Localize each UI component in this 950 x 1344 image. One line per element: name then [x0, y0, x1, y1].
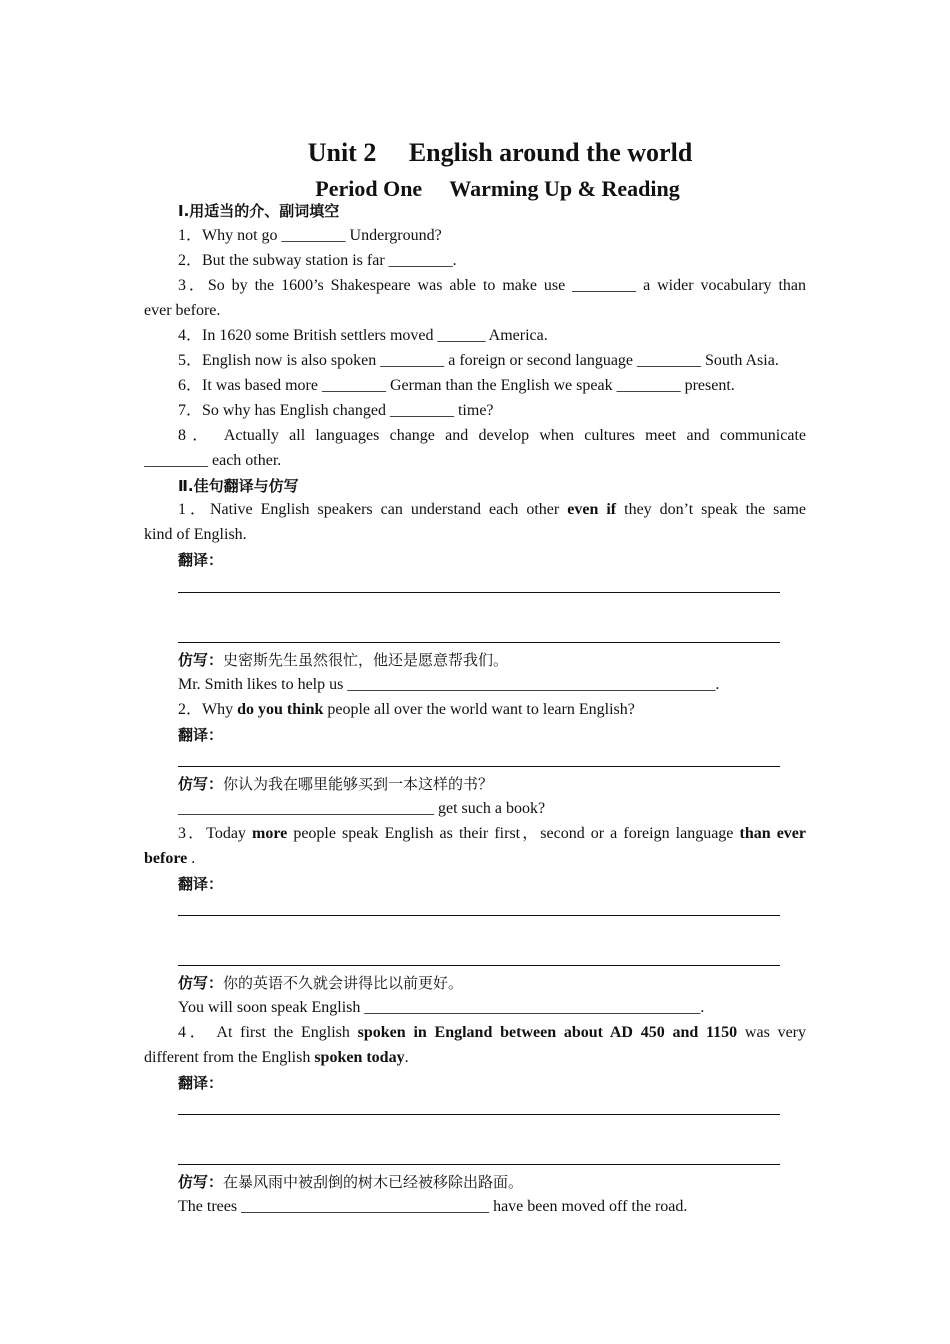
translate-label-2: 翻译： [178, 726, 224, 744]
imitate-3: 仿写：你的英语不久就会讲得比以前更好。 [178, 974, 464, 992]
fill-item-6: 6．It was based more ________ German than the English we speak ________ present. [178, 377, 735, 394]
answer-line[interactable] [178, 1114, 780, 1115]
answer-line[interactable] [178, 592, 780, 593]
answer-line[interactable] [178, 766, 780, 767]
answer-line[interactable] [178, 642, 780, 643]
fill-item-2: 2．But the subway station is far ________. [178, 252, 457, 269]
sentence-3-line-1: 3．Today more people speak English as their first，second or a foreign language than ever [178, 825, 806, 842]
answer-line[interactable] [178, 965, 780, 966]
sentence-1-line-1: 1．Native English speakers can understand each other even if they don’t speak the same [178, 501, 807, 518]
section-2-heading: Ⅱ.佳句翻译与仿写 [178, 477, 299, 495]
sentence-2-line-1: 2．Why do you think people all over the world want to learn English? [178, 701, 635, 718]
sentence-4-line-1: 4． At first the English spoken in England between about AD 450 and 1150 was very [178, 1024, 807, 1041]
imitate-2-english: ________________________________ get such a book? [178, 800, 546, 817]
fill-item-8-cont: ________ each other. [144, 452, 282, 469]
answer-line[interactable] [178, 1164, 780, 1165]
translate-label-4: 翻译： [178, 1074, 224, 1092]
answer-line[interactable] [178, 915, 780, 916]
fill-item-7: 7．So why has English changed ________ time? [178, 402, 494, 419]
period-subtitle: Period One Warming Up & Reading [315, 176, 680, 201]
imitate-3-english: You will soon speak English __________________________________________. [178, 999, 705, 1016]
imitate-2: 仿写：你认为我在哪里能够买到一本这样的书？ [178, 775, 494, 793]
imitate-1-english: Mr. Smith likes to help us ______________________________________________. [178, 676, 720, 693]
fill-item-8: 8． Actually all languages change and develop when cultures meet and communicate [178, 427, 807, 444]
fill-item-3-cont: ever before. [144, 302, 221, 319]
sentence-1-line-2: kind of English. [144, 526, 247, 543]
imitate-4: 仿写：在暴风雨中被刮倒的树木已经被移除出路面。 [178, 1173, 524, 1191]
fill-item-4: 4．In 1620 some British settlers moved ______ America. [178, 327, 548, 344]
fill-item-5: 5．English now is also spoken ________ a foreign or second language ________ South Asia. [178, 352, 779, 369]
fill-item-3: 3．So by the 1600’s Shakespeare was able to make use ________ a wider vocabulary than [178, 277, 806, 294]
imitate-1: 仿写：史密斯先生虽然很忙，他还是愿意帮我们。 [178, 651, 509, 669]
unit-title: Unit 2 English around the world [307, 138, 693, 167]
translate-label-3: 翻译： [178, 875, 224, 893]
sentence-4-line-2: different from the English spoken today. [144, 1049, 409, 1066]
translate-label-1: 翻译： [178, 551, 224, 569]
imitate-4-english: The trees _______________________________ have been moved off the road. [178, 1198, 688, 1215]
fill-item-1: 1．Why not go ________ Underground? [178, 227, 442, 244]
section-1-heading: Ⅰ.用适当的介、副词填空 [178, 202, 340, 220]
sentence-3-line-2: before . [144, 850, 196, 867]
